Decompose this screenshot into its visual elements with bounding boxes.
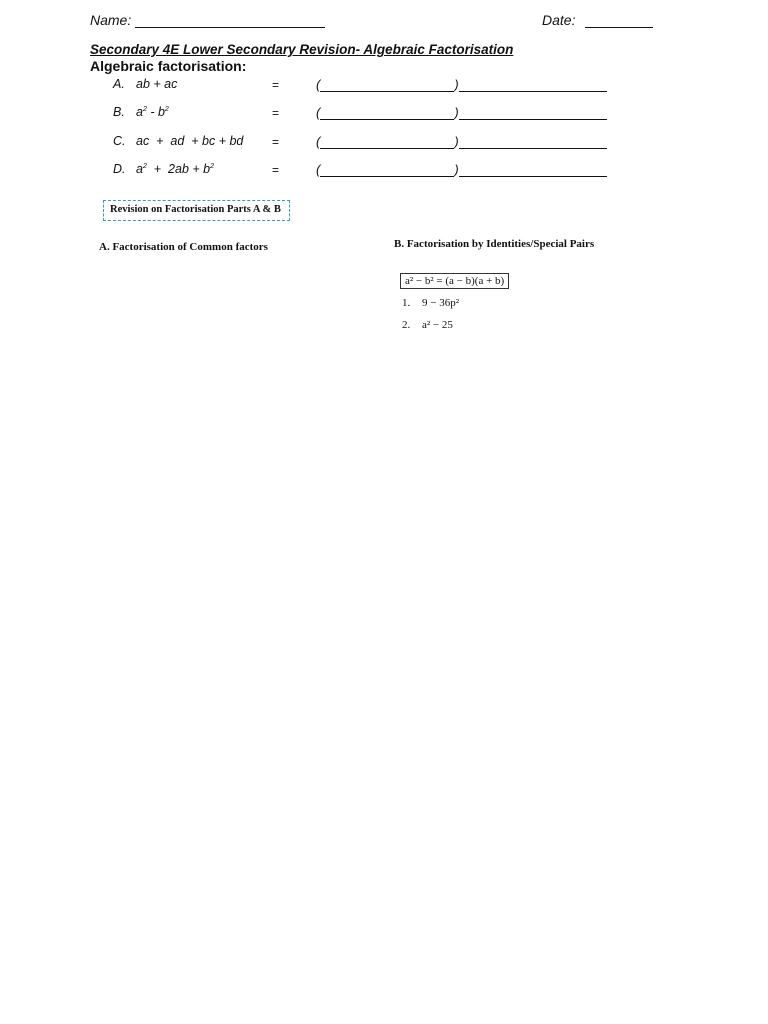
row-a-equals: = [272,78,280,92]
row-c-blank: ( ) [316,134,607,149]
row-d-letter: D. [113,162,126,176]
row-b-equals: = [272,106,280,120]
name-label: Name: [90,12,132,28]
row-a-letter: A. [113,77,125,91]
row-c-letter: C. [113,134,126,148]
open-paren: ( [316,77,321,92]
identity-formula: a² − b² = (a − b)(a + b) [400,273,509,289]
row-c-expr: ac + ad + bc + bd [136,134,244,148]
question-1-number: 1. [402,297,411,309]
close-paren: ) [454,77,459,92]
question-2-expr: a² − 25 [422,319,453,331]
blank-line-inner [320,81,454,92]
question-2-number: 2. [402,319,411,331]
question-2 [402,319,453,331]
row-d-equals: = [272,163,280,177]
revision-box: Revision on Factorisation Parts A & B [103,200,290,221]
row-d-blank: ( ) [316,162,607,177]
row-a-blank [316,77,607,92]
name-field [90,12,325,28]
row-b-expr: $a^2 - b^2$ [136,105,169,119]
row-d-expr: $a^2 + 2ab + b^2$ [136,162,215,176]
blank-line-outer [459,81,607,92]
question-1-expr: 9 − 36p² [422,297,460,309]
row-a-expr: ab + ac [136,77,178,91]
date-line [585,13,653,28]
date-field [542,12,653,28]
page-title: Secondary 4E Lower Secondary Revision- Algebraic Factorisation [90,42,514,57]
row-b-blank: ( ) [316,105,607,120]
row-b-letter: B. [113,105,125,119]
row-c-equals: = [272,135,280,149]
section-b-heading: B. Factorisation by Identities/Special Pairs [394,238,595,250]
question-1 [402,297,459,309]
section-a-heading: A. Factorisation of Common factors [99,241,268,253]
date-label: Date: [542,12,576,28]
section-subtitle: Algebraic factorisation: [90,58,247,74]
name-line [135,13,325,28]
